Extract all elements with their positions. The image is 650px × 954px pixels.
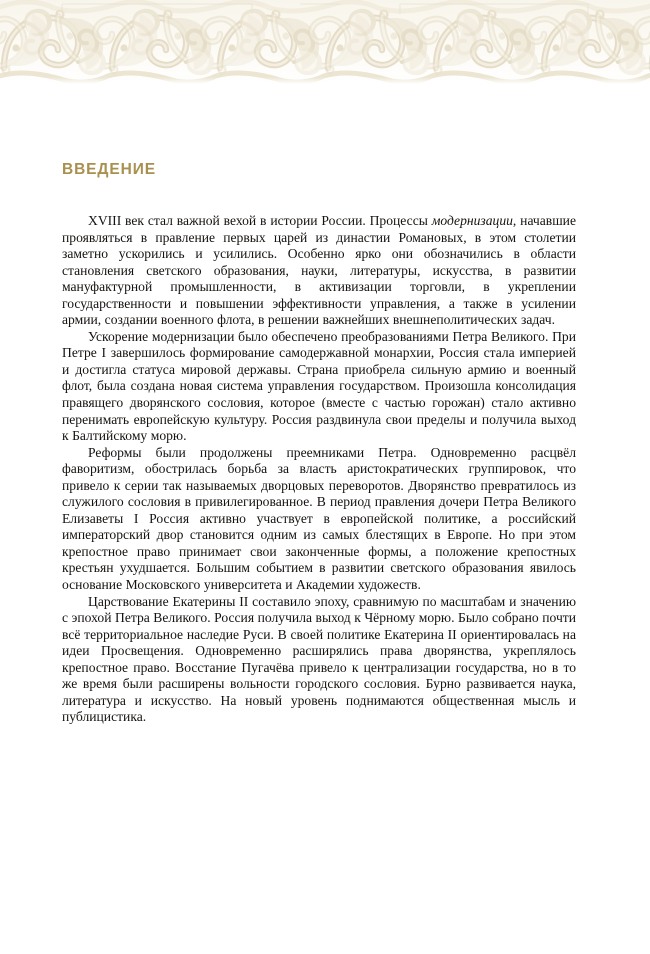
paragraph	[62, 213, 576, 329]
text-run: XVIII век стал важной вехой в истории России. Процессы	[88, 213, 432, 228]
paragraph	[62, 329, 576, 445]
text-run: Царствование Екатерины II составило эпоху, сравнимую по масштабам и значению с эпохой Петра Великого. Россия получила выход к Чёрному морю. Было собрано почти всё территориальное наследие Руси. В своей политике Екатерина II ориентировалась на идеи Просвещения. Одновременно расширялись права дворянства, укреплялось крепостное право. Восстание Пугачёва привело к централизации государства, но в то же время были расширены вольности городского сословия. Бурно развивается наука, литература и искусство. На новый уровень поднимаются общественная мысль и публицистика.	[62, 593, 576, 725]
text-run: , начавшие проявляться в правление первых царей из династии Романовых, в этом столетии заметно ускорились и усилились. Особенно ярко они обозначились в области становления светского образования, науки, литературы, искусства, в развитии мануфактурной промышленности, в активизации торговли, в укреплении государственности и повышении эффективности управления, а также в усилении армии, создании военного флота, в решении важнейших внешнеполитических задач.	[62, 213, 576, 328]
ornamental-header-band	[0, 0, 650, 84]
text-run: Реформы были продолжены преемниками Петра. Одновременно расцвёл фаворитизм, обострилась борьба за власть аристократических группировок, что привело к серии так называемых дворцовых переворотов. Дворянство превратилось из служилого сословия в привилегированное. В период правления дочери Петра Великого Елизаветы I Россия активно участвует в европейской политике, а российский императорский двор становится одним из самых блестящих в Европе. Но при этом крепостное право принимает свои законченные формы, а положение крепостных крестьян ухудшается. Большим событием в развитии светского образования явилось основание Московского университета и Академии художеств.	[62, 444, 576, 593]
section-heading-introduction: ВВЕДЕНИЕ	[62, 161, 156, 178]
paragraph	[62, 594, 576, 726]
emphasized-term: модернизации	[431, 213, 513, 228]
text-run: Ускорение модернизации было обеспечено преобразованиями Петра Великого. При Петре I завершилось формирование самодержавной монархии, Россия стала империей и достигла статуса мировой державы. Страна приобрела сильную армию и военный флот, была создана новая система управления государством. Произошла консолидация правящего дворянского сословия, которое (вместе с частью горожан) стало активно перенимать европейскую культуру. Россия раздвинула свои пределы и получила выход к Балтийскому морю.	[62, 328, 576, 444]
paragraph	[62, 445, 576, 594]
introduction-body-text	[62, 213, 576, 726]
scrollwork-ornament-graphic	[0, 0, 650, 84]
